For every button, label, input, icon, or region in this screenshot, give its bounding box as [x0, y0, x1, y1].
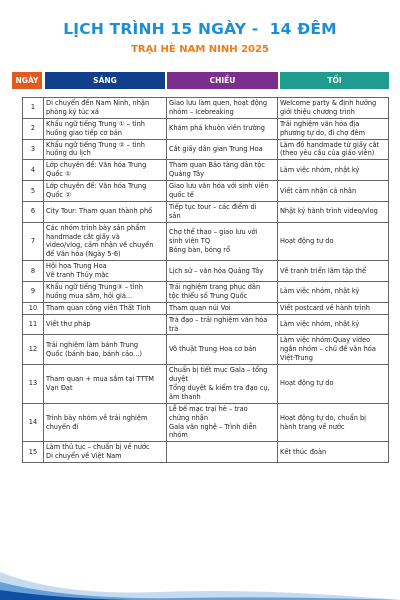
morning-cell: Viết thư pháp [44, 314, 167, 335]
day-cell: 12 [23, 335, 44, 365]
day-cell: 8 [23, 261, 44, 282]
afternoon-cell: Võ thuật Trung Hoa cơ bản [167, 335, 278, 365]
schedule-body [23, 98, 389, 463]
table-row [23, 160, 389, 181]
evening-cell: Làm việc nhóm, nhật ký [278, 160, 389, 181]
evening-cell: Welcome party & định hướng giới thiệu chương trình [278, 98, 389, 119]
day-cell: 6 [23, 201, 44, 222]
header-day: NGÀY [12, 72, 42, 89]
evening-cell: Kết thúc đoàn [278, 442, 389, 463]
evening-cell: Hoạt động tự do, chuẩn bị hành trang về nước [278, 403, 389, 442]
day-cell: 7 [23, 222, 44, 261]
table-row [23, 181, 389, 202]
table-row [23, 335, 389, 365]
evening-cell: Trải nghiệm văn hóa địa phương tự do, đi chợ đêm [278, 118, 389, 139]
afternoon-cell [167, 442, 278, 463]
header-morning: SÁNG [45, 72, 165, 89]
evening-cell: Làm đồ handmade từ giấy cắt (theo yêu cầu của giáo viên) [278, 139, 389, 160]
morning-cell: Khẩu ngữ tiếng Trung③ – tình huống mua sắm, hỏi giá... [44, 282, 167, 303]
decorative-wave [0, 552, 400, 600]
evening-cell: Nhật ký hành trình video/vlog [278, 201, 389, 222]
day-cell: 11 [23, 314, 44, 335]
afternoon-cell: Chuẩn bị tiết mục Gala – tổng duyệt Tổng duyệt & kiểm tra đạo cụ, âm thanh [167, 365, 278, 404]
day-cell: 13 [23, 365, 44, 404]
morning-cell: Các nhóm trình bày sản phẩm handmade cắt giấy và video/vlog, cảm nhận về chuyến để Văn hóa (Ngày 5-6) [44, 222, 167, 261]
table-row [23, 98, 389, 119]
evening-cell: Vẽ tranh triển lãm tập thể [278, 261, 389, 282]
day-cell: 3 [23, 139, 44, 160]
day-cell: 5 [23, 181, 44, 202]
afternoon-cell: Cắt giấy dân gian Trung Hoa [167, 139, 278, 160]
evening-cell: Làm việc nhóm, nhật ký [278, 282, 389, 303]
table-row [23, 403, 389, 442]
morning-cell: City Tour: Tham quan thành phố [44, 201, 167, 222]
morning-cell: Trải nghiệm làm bánh Trung Quốc (bánh bao, bánh cảo...) [44, 335, 167, 365]
evening-cell: Viết cảm nhận cá nhân [278, 181, 389, 202]
day-cell: 1 [23, 98, 44, 119]
page-subtitle: TRẠI HÈ NAM NINH 2025 [131, 44, 269, 55]
day-cell: 2 [23, 118, 44, 139]
header-afternoon: CHIỀU [167, 72, 278, 89]
morning-cell: Trình bày nhóm về trải nghiệm chuyến đi [44, 403, 167, 442]
header-evening: TỐI [280, 72, 389, 89]
day-cell: 10 [23, 302, 44, 314]
table-row [23, 222, 389, 261]
afternoon-cell: Giao lưu văn hóa với sinh viên quốc tế [167, 181, 278, 202]
afternoon-cell: Lịch sử – văn hóa Quảng Tây [167, 261, 278, 282]
afternoon-cell: Chợ thể thao – giao lưu với sinh viên TQ Bóng bàn, bóng rổ [167, 222, 278, 261]
table-row [23, 282, 389, 303]
morning-cell: Làm thủ tục – chuẩn bị về nước Di chuyển về Việt Nam [44, 442, 167, 463]
table-row [23, 442, 389, 463]
table-row [23, 261, 389, 282]
morning-cell: Lớp chuyên đề: Văn hóa Trung Quốc ① [44, 160, 167, 181]
evening-cell: Làm việc nhóm, nhật ký [278, 314, 389, 335]
table-row [23, 314, 389, 335]
evening-cell: Hoạt động tự do [278, 365, 389, 404]
afternoon-cell: Trà đạo – trải nghiệm văn hóa trà [167, 314, 278, 335]
table-row [23, 302, 389, 314]
morning-cell: Khẩu ngữ tiếng Trung ② – tình huống du lịch [44, 139, 167, 160]
afternoon-cell: Lễ bế mạc trại hè – trao chứng nhận Gala văn nghệ – Trình diễn nhóm [167, 403, 278, 442]
afternoon-cell: Giao lưu làm quen, hoạt động nhóm – Icebreaking [167, 98, 278, 119]
day-cell: 15 [23, 442, 44, 463]
afternoon-cell: Tiếp tục tour – các điểm di sản [167, 201, 278, 222]
table-row [23, 118, 389, 139]
morning-cell: Hội họa Trung Hoa Vẽ tranh Thủy mặc [44, 261, 167, 282]
morning-cell: Khẩu ngữ tiếng Trung ① – tình huống giao tiếp cơ bản [44, 118, 167, 139]
morning-cell: Di chuyển đến Nam Ninh, nhận phòng ký túc xá [44, 98, 167, 119]
day-cell: 14 [23, 403, 44, 442]
day-cell: 9 [23, 282, 44, 303]
afternoon-cell: Khám phá khuôn viên trường [167, 118, 278, 139]
afternoon-cell: Trải nghiệm trang phục dân tộc thiểu số Trung Quốc [167, 282, 278, 303]
evening-cell: Làm việc nhóm:Quay video ngắn nhóm – chủ đề văn hóa Việt-Trung [278, 335, 389, 365]
afternoon-cell: Tham quan núi Voi [167, 302, 278, 314]
morning-cell: Lớp chuyên đề: Văn hóa Trung Quốc ② [44, 181, 167, 202]
table-row [23, 365, 389, 404]
afternoon-cell: Tham quan Bảo tàng dân tộc Quảng Tây [167, 160, 278, 181]
evening-cell: Viết postcard về hành trình [278, 302, 389, 314]
schedule-table [22, 97, 389, 463]
table-row [23, 139, 389, 160]
table-row [23, 201, 389, 222]
evening-cell: Hoạt động tự do [278, 222, 389, 261]
morning-cell: Tham quan công viên Thất Tinh [44, 302, 167, 314]
morning-cell: Tham quan + mua sắm tại TTTM Vạn Đạt [44, 365, 167, 404]
page-title: LỊCH TRÌNH 15 NGÀY - 14 ĐÊM [63, 20, 337, 38]
day-cell: 4 [23, 160, 44, 181]
